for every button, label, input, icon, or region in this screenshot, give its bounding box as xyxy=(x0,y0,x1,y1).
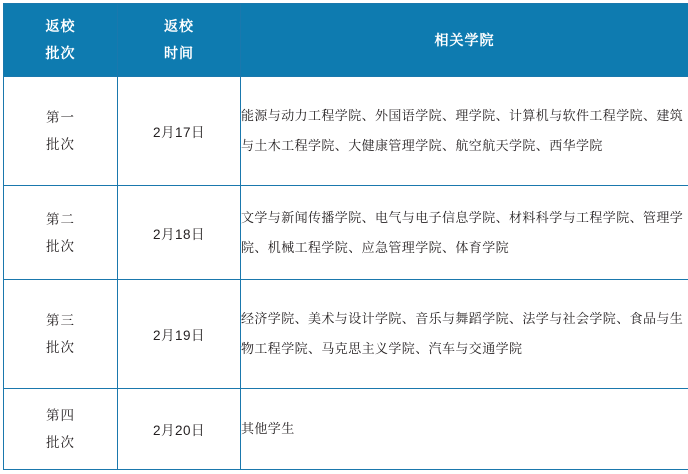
cell-batch-line-1: 第四 xyxy=(4,402,117,429)
cell-batch-line-1: 第二 xyxy=(4,206,117,233)
cell-batch-line-2: 批次 xyxy=(4,334,117,361)
column-header-batch xyxy=(4,4,118,77)
column-header-date-line-1: 返校 xyxy=(118,13,240,40)
cell-batch-line-2: 批次 xyxy=(4,131,117,158)
cell-colleges: 其他学生 xyxy=(241,389,688,470)
cell-colleges: 能源与动力工程学院、外国语学院、理学院、计算机与软件工程学院、建筑与土木工程学院、大健康管理学院、航空航天学院、西华学院 xyxy=(241,77,688,186)
cell-batch-line-1: 第一 xyxy=(4,104,117,131)
table-body xyxy=(4,77,688,470)
cell-batch xyxy=(4,280,118,389)
cell-date: 2月17日 xyxy=(118,77,241,186)
cell-date: 2月20日 xyxy=(118,389,241,470)
cell-colleges: 经济学院、美术与设计学院、音乐与舞蹈学院、法学与社会学院、食品与生物工程学院、马克思主义学院、汽车与交通学院 xyxy=(241,280,688,389)
column-header-date-line-2: 时间 xyxy=(118,40,240,67)
table-row xyxy=(4,389,688,470)
cell-batch xyxy=(4,389,118,470)
return-schedule-table xyxy=(3,3,688,470)
cell-batch-line-1: 第三 xyxy=(4,307,117,334)
column-header-colleges: 相关学院 xyxy=(241,4,688,77)
cell-date: 2月18日 xyxy=(118,186,241,280)
table-row xyxy=(4,186,688,280)
column-header-batch-line-2: 批次 xyxy=(4,40,117,67)
column-header-date xyxy=(118,4,241,77)
cell-batch-line-2: 批次 xyxy=(4,233,117,260)
table-row xyxy=(4,77,688,186)
table-header-row xyxy=(4,4,688,77)
column-header-batch-line-1: 返校 xyxy=(4,13,117,40)
cell-colleges: 文学与新闻传播学院、电气与电子信息学院、材料科学与工程学院、管理学院、机械工程学院、应急管理学院、体育学院 xyxy=(241,186,688,280)
cell-batch xyxy=(4,186,118,280)
table-header xyxy=(4,4,688,77)
cell-batch xyxy=(4,77,118,186)
table-row xyxy=(4,280,688,389)
cell-batch-line-2: 批次 xyxy=(4,429,117,456)
cell-date: 2月19日 xyxy=(118,280,241,389)
return-schedule-table-document xyxy=(0,3,688,474)
